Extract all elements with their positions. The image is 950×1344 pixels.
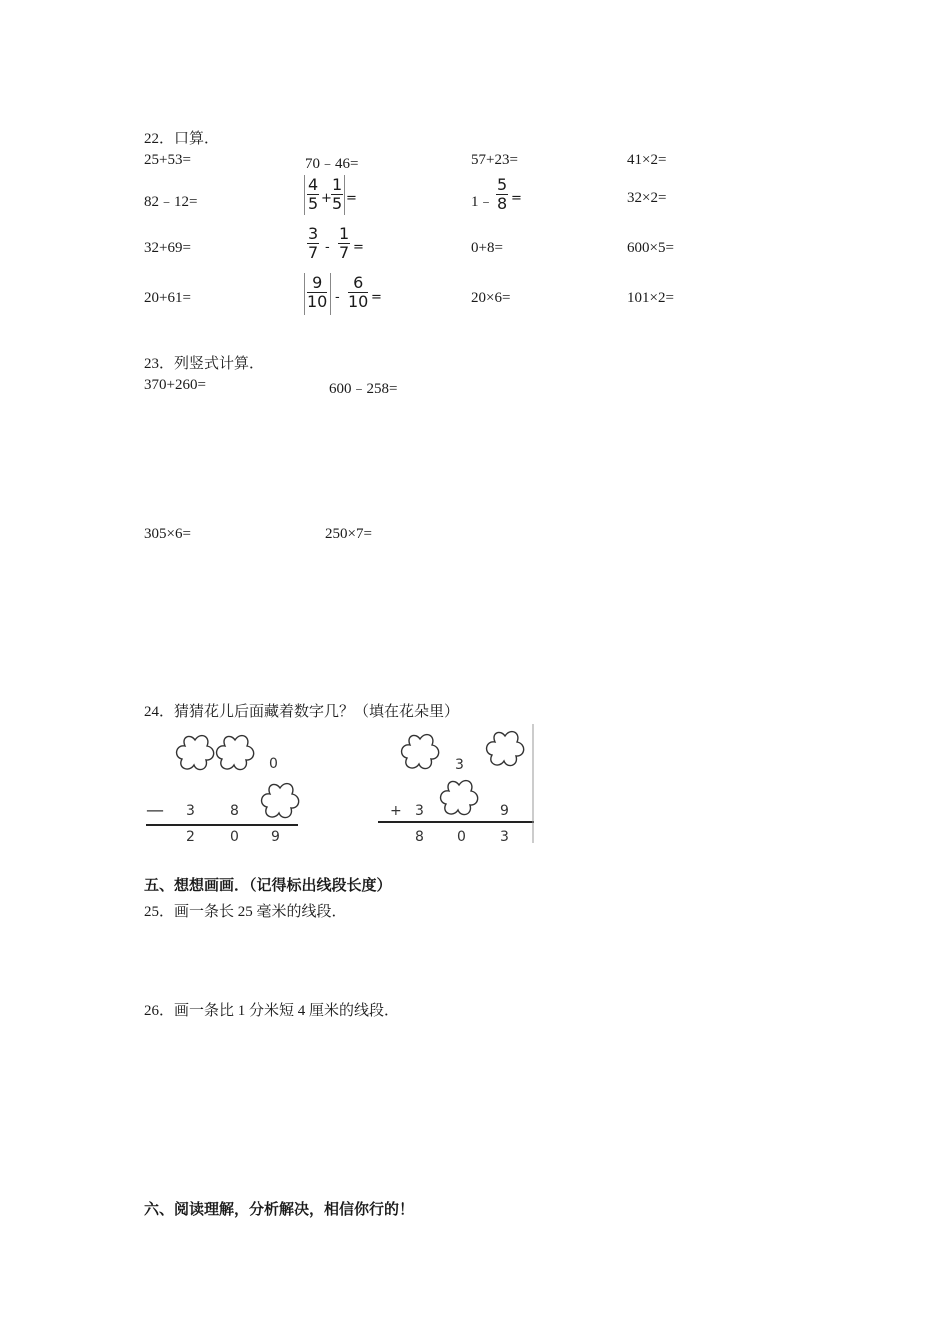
left-result-digit: 0 [230,829,239,845]
q23-title: 23．列竖式计算． [144,356,265,372]
fraction: $\frac{1}{7}$ [339,224,350,262]
q22-r1c3: 57+23= [471,152,518,168]
right-result-digit: 8 [415,829,424,845]
fraction: $\frac{9}{10}$ [307,273,328,311]
q24-title: 24．猜猜花儿后面藏着数字几？（填在花朵里） [144,704,460,720]
section-5-heading: 五、想想画画．（记得标出线段长度） [144,878,392,894]
right-mid-digit: 9 [500,803,509,819]
q23-item-3: 305×6= [144,526,191,542]
left-mid-digit: 8 [230,803,239,819]
q23-item-2: 600﹣258= [329,381,398,397]
q22-r3c3: 0+8= [471,240,503,256]
fraction: $\frac{3}{7}$ [308,224,319,262]
plus-sign: + [321,191,332,206]
equals-sign: = [346,191,357,206]
q22-r4c1: 20+61= [144,290,191,306]
q22-r3c1: 32+69= [144,240,191,256]
right-mid-digit: 3 [415,803,424,819]
q25-text: 25．画一条长 25 毫米的线段． [144,904,347,920]
q22-r1c1: 25+53= [144,152,191,168]
right-result-digit: 3 [500,829,509,845]
q22-r2c4: 32×2= [627,190,667,206]
fraction: $\frac{4}{5}$ [308,175,319,213]
q22-r1c2: 70﹣46= [305,156,359,172]
equals-sign: = [371,290,382,305]
fraction: $\frac{6}{10}$ [348,273,369,311]
fraction: $\frac{5}{8}$ [497,175,508,213]
equals-sign: = [353,240,364,255]
q22-r1c4: 41×2= [627,152,667,168]
left-top-digit: 0 [269,756,278,772]
q22-title: 22．口算． [144,131,220,147]
right-result-digit: 0 [457,829,466,845]
q23-item-1: 370+260= [144,377,206,393]
q22-r4c3: 20×6= [471,290,511,306]
q22-r3c4: 600×5= [627,240,674,256]
left-result-digit: 9 [271,829,280,845]
left-result-digit: 2 [186,829,195,845]
minus-sign: - [325,240,330,255]
minus-operator: — [146,800,164,821]
fraction: $\frac{1}{5}$ [332,175,343,213]
left-mid-digit: 3 [186,803,195,819]
q26-text: 26．画一条比 1 分米短 4 厘米的线段． [144,1003,400,1019]
q22-r2c3-prefix: 1﹣ [471,194,494,210]
plus-operator: + [390,803,402,819]
minus-sign: - [335,290,340,305]
section-6-heading: 六、阅读理解，分析解决，相信你行的！ [144,1202,415,1218]
q23-item-4: 250×7= [325,526,372,542]
q22-r4c4: 101×2= [627,290,674,306]
right-top-digit: 3 [455,757,464,773]
equals-sign: = [511,191,522,206]
q22-r2c1: 82﹣12= [144,194,198,210]
